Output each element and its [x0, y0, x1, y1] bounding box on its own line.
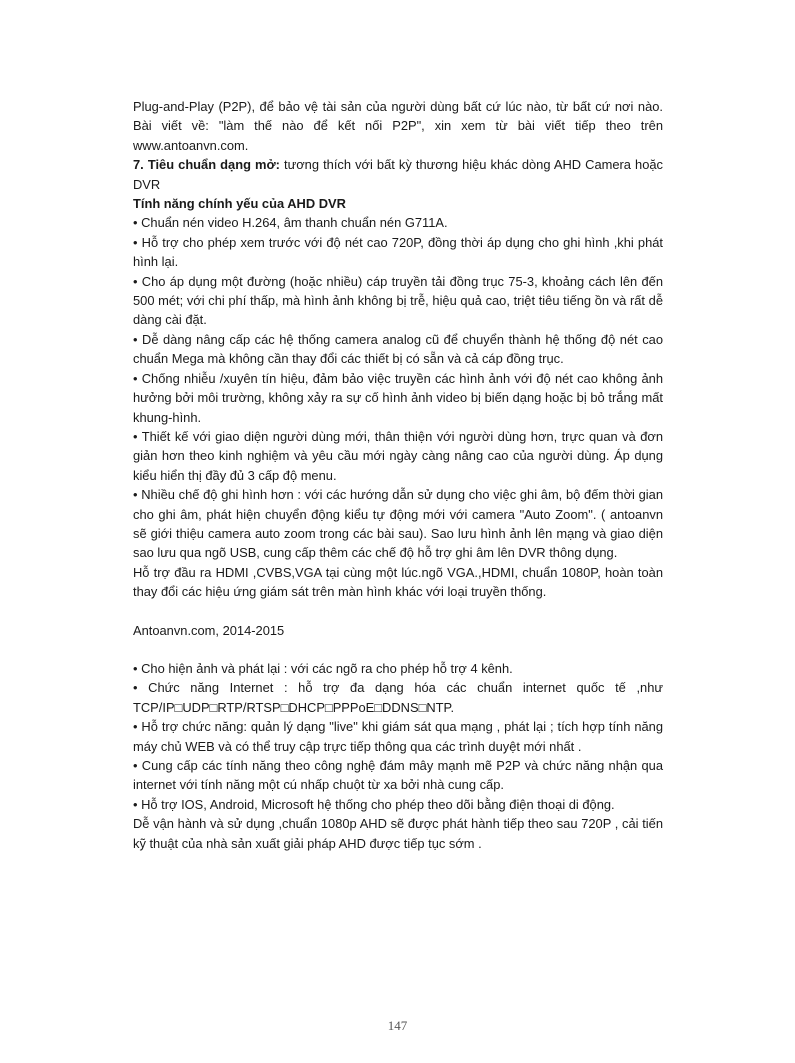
feature-item: • Hỗ trợ IOS, Android, Microsoft hệ thống cho phép theo dõi bằng điện thoại di động.: [133, 796, 615, 812]
feature-item: • Cho áp dụng một đường (hoặc nhiều) cáp truyền tải đồng trục 75-3, khoảng cách lên đến 500 mét; với chi phí thấp, mà hình ảnh không bị trễ, hiệu quả cao, triệt tiêu tiếng ồn và rất dễ dàng cài đặt.: [133, 273, 663, 328]
feature-item: • Chức năng Internet : hỗ trợ đa dạng hóa các chuẩn internet quốc tế ,như TCP/IP□UDP□RTP/RTSP□DHCP□PPPoE□DDNS□NTP.: [133, 680, 663, 715]
spacer: [133, 640, 663, 659]
feature-item: • Chuẩn nén video H.264, âm thanh chuẩn nén G711A.: [133, 215, 448, 231]
page-content: [133, 97, 663, 853]
open-standard-text: tương thích với bất kỳ thương hiệu khác dòng AHD Camera hoặc DVR: [133, 157, 663, 192]
feature-item: • Hỗ trợ cho phép xem trước với độ nét cao 720P, đồng thời áp dụng cho ghi hình ,khi phát hình lại.: [133, 234, 663, 270]
feature-item: • Nhiều chế độ ghi hình hơn : với các hướng dẫn sử dụng cho việc ghi âm, bộ đếm thời gian cho ghi âm, phát hiện chuyển động kiểu tự động mới với camera "Auto Zoom". ( antoanvn sẽ giới thiệu camera auto zoom trong các bài sau). Sao lưu hình ảnh lên mạng và giao diện sao lưu qua ngõ USB, cung cấp thêm các chế độ hỗ trợ ghi âm lên DVR thông dụng.: [133, 487, 663, 561]
page-number: 147: [387, 1018, 408, 1033]
feature-item: • Chống nhiễu /xuyên tín hiệu, đảm bảo việc truyền các hình ảnh với độ nét cao không ảnh hưởng bởi môi trường, không xảy ra sự cố hình ảnh video bị biến dạng hoặc bị bỏ trắng mất khung-hình.: [133, 370, 663, 425]
feature-item: Hỗ trợ đầu ra HDMI ,CVBS,VGA tại cùng một lúc.ngõ VGA.,HDMI, chuẩn 1080P, hoàn toàn thay đổi các hiệu ứng giám sát trên màn hình khác với loại truyền thống.: [133, 564, 663, 600]
feature-item: • Hỗ trợ chức năng: quản lý dạng "live" khi giám sát qua mạng , phát lại ; tích hợp tính năng máy chủ WEB và có thể truy cập trực tiếp thông qua các trình duyệt mới nhất .: [133, 719, 663, 754]
open-standard-title: 7. Tiêu chuẩn dạng mở:: [133, 157, 280, 173]
open-standard-paragraph: [133, 155, 663, 194]
feature-item: • Cho hiện ảnh và phát lại : với các ngõ ra cho phép hỗ trợ 4 kênh.: [133, 660, 513, 676]
intro-paragraph: Plug-and-Play (P2P), để bảo vệ tài sản của người dùng bất cứ lúc nào, từ bất cứ nơi nào. Bài viết về: "làm thế nào để kết nối P2P", xin xem từ bài viết tiếp theo trên www.antoanvn.com.: [133, 99, 663, 153]
feature-item: • Dễ dàng nâng cấp các hệ thống camera analog cũ để chuyển thành hệ thống độ nét cao chuẩn Mega mà không cần thay đổi các thiết bị có sẵn và cả cáp đồng trục.: [133, 331, 663, 367]
feature-item: • Cung cấp các tính năng theo công nghệ đám mây mạnh mẽ P2P và chức năng nhận qua internet với tính năng một cú nhấp chuột từ xa bởi nhà cung cấp.: [133, 758, 663, 793]
feature-item: • Thiết kế với giao diện người dùng mới, thân thiện với người dùng hơn, trực quan và đơn giản hơn theo kinh nghiệm và yêu cầu mới ngày càng nâng cao của người dùng. Áp dụng kiểu hiển thị đầy đủ 3 cấp độ menu.: [133, 428, 663, 483]
feature-item: Dễ vận hành và sử dụng ,chuẩn 1080p AHD sẽ được phát hành tiếp theo sau 720P , cải tiến kỹ thuật của nhà sản xuất giải pháp AHD được tiếp tục sớm .: [133, 816, 663, 851]
credit-line: Antoanvn.com, 2014-2015: [133, 622, 285, 638]
section-heading: Tính năng chính yếu của AHD DVR: [133, 196, 346, 212]
spacer: [133, 602, 663, 621]
